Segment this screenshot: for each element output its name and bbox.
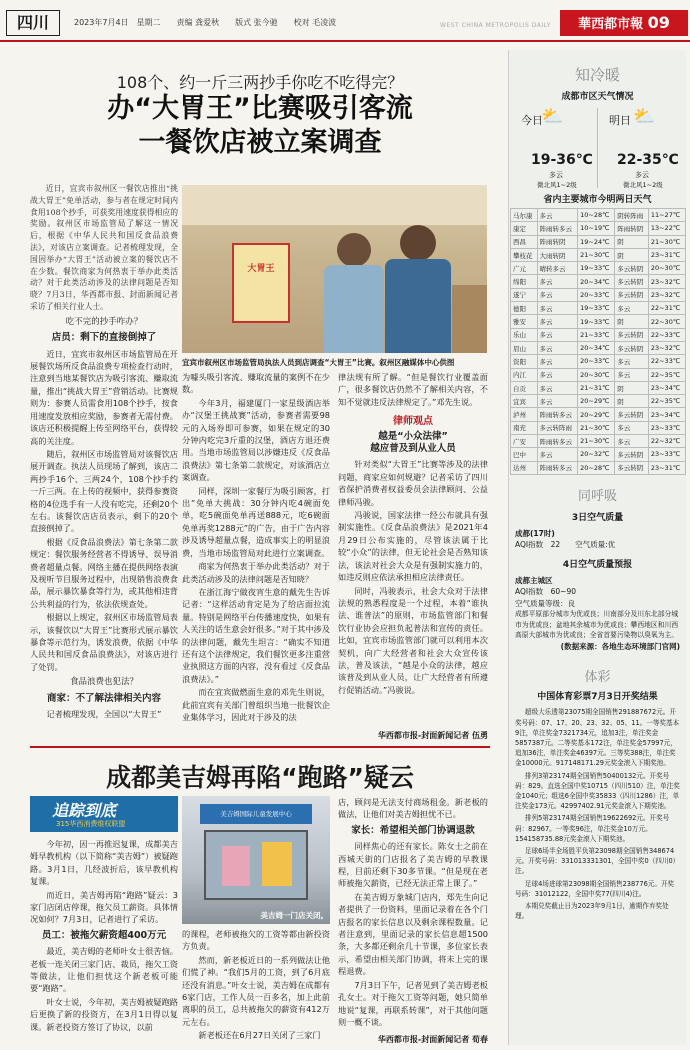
- lottery-results: [509, 707, 686, 921]
- paragraph: 同时，冯骏表示，社会大众对于法律法规的熟悉程度是一个过程，本着“谁执法、谁普法”的原则，市场监管部门和餐饮行业协会应担负起普法和宣传的责任。比如，宜宾市场监管部门就可以利用本次契机，向广大经营者和社会大众宣传该法，普及该法，“越是小众的法律，越应该普及到从业人员，让广大经营者有所遵行促销活动。”冯骏说。: [338, 585, 488, 695]
- paragraph: 针对类似“大胃王”比赛等涉及的法律问题，商家应如何规避？记者采访了四川省保护消费者权益委员会法律顾问、公益律师冯骏。: [338, 459, 488, 507]
- today-desc: 多云: [549, 171, 563, 179]
- table-cell: 19~33℃: [578, 302, 615, 315]
- lottery-item: 超级大乐透第23075期全国销售291887672元。开奖号码：07、17、20、23、32、05、11。一等奖基本9注，单注奖金7321734元，追加3注，单注奖金5857387元。二等奖基本172注，单注奖金57997元，追加36注，单注奖金46397元。三等奖388注，单注奖金10000元。917148171.29元奖金滚入下期奖池。: [515, 708, 680, 768]
- table-cell: 22~31℃: [648, 302, 685, 315]
- table-cell: 多云: [615, 421, 649, 434]
- table-cell: 宜宾: [511, 395, 538, 408]
- table-cell: 阴: [615, 235, 649, 248]
- table-cell: 20~29℃: [578, 408, 615, 421]
- table-cell: 19~33℃: [578, 315, 615, 328]
- story2-column-3: [338, 796, 488, 1034]
- air-aqi: AQI指数 22 空气质量:优: [515, 540, 616, 550]
- paragraph: 今年初，因一再推迟复课，成都美吉姆早教机构（以下简称“美吉姆”）被疑跑路。3月1日，几经波折后，该早教机构复课。: [30, 839, 178, 887]
- table-cell: 多云: [615, 368, 649, 381]
- table-cell: 20~28℃: [578, 461, 615, 474]
- table-cell: 21~30℃: [578, 248, 615, 261]
- story1-photo-caption: 宜宾市叙州区市场监管局执法人员到店调查“大胃王”比赛。叙州区融媒体中心供图: [182, 358, 455, 367]
- story2-headline: 成都美吉姆再陷“跑路”疑云: [106, 763, 414, 792]
- table-cell: 多云: [537, 395, 578, 408]
- paragraph: 而近日，美吉姆再陷“跑路”疑云：3家门店闭店停课，拖欠员工薪资。具体情况如何？7月3日，记者进行了采访。: [30, 889, 178, 925]
- story1-kicker: 108个、约一斤三两抄手你吃不吃得完？: [116, 73, 404, 92]
- table-cell: 20~33℃: [578, 355, 615, 368]
- table-cell: 阴: [615, 395, 649, 408]
- forecast-text: 成都平原部分城市为优或良；川南部分及川东北部分城市为优或良；盆地其余城市为优或良；攀西地区和川西高原大部城市为优或良；全省首要污染物以臭氧为主。: [515, 610, 679, 640]
- table-cell: 多云: [537, 315, 578, 328]
- section-label: 四川: [6, 10, 60, 36]
- today-label: 今日: [521, 114, 543, 127]
- paragraph: 近日，宜宾市叙州区市场监管局在开展餐饮场所反食品浪费专项检查行动时，注意到当地某餐饮店为吸引客流、赚取流量，推出“挑战大胃王”营销活动。比赛规则为：参赛人员需食用108个抄手，按食用速度发放相应奖励，参赛者无需付费。该店还积极提醒上传至网络平台，获得较高的关注度。: [30, 348, 178, 446]
- forecast-area: 成都主城区: [515, 575, 553, 585]
- paragraph: 7月3日下午，记者见到了美吉姆老板孔女士。对于拖欠工资等问题，她只简单地说“复课，再联系转课”，对于其他问题则一概不谈。: [338, 979, 488, 1027]
- table-cell: 11~27℃: [648, 209, 685, 222]
- table-cell: 23~32℃: [648, 341, 685, 354]
- table-cell: 21~31℃: [578, 381, 615, 394]
- table-cell: 阵雨转多云: [537, 408, 578, 421]
- table-row: [511, 328, 686, 341]
- cloud-sun-icon: ⛅: [541, 106, 564, 127]
- story1-photo: [182, 185, 487, 353]
- table-cell: 多云: [615, 302, 649, 315]
- story1-lead: 近日，宜宾市叙州区一餐饮店推出“挑战大胃王”免单活动，参与者在规定时间内食用108个抄手，可获奖用速度获得相应的奖励。叙州区市场监管局了解这一情况后，根据《中华人民共和国反食品浪费法》，对该店立案调查。记者梳理发现，全国因举办“大胃王”活动被立案的餐饮店不在少数。餐饮商家为何热衷于举办此类活动？对于此类活动涉及的法律问题是否知晓？7月3日，华西都市报、封面新闻记者采访了相关行业人士。: [30, 184, 178, 311]
- paper-logo: 華西都市報 09: [560, 10, 688, 36]
- paragraph: 商家为何热衷于举办此类活动？对于此类活动涉及的法律问题是否知晓？: [182, 561, 330, 584]
- paragraph: 同样，深圳一家餐厅为吸引顾客，打出“免单大挑战：30分钟内吃4碗面免单，吃5碗面免单再送888元，吃6碗面免单再奖1288元”的广告，由于广告内容涉及诱导超量点餐，造成事实上的明显浪费，当地市场监管局对此进行立案调查。: [182, 485, 330, 558]
- table-cell: 10~19℃: [578, 222, 615, 235]
- paragraph: 随后，叙州区市场监管局对该餐饮店展开调查。执法人员现场了解到，该店二两抄手16个、三两24个，108个抄手约一斤三两。在上传的视频中，获得参赛资格的4位选手有一人没有吃完，还剩20个左右。该餐饮店店员表示，剩下的20个直接倒掉了。: [30, 448, 178, 534]
- table-cell: 巴中: [511, 448, 538, 461]
- table-cell: 绵阳: [511, 275, 538, 288]
- paragraph: 店，顾问是无法支付商场租金。新老板的做法，让他们对美吉姆担忧不已。: [338, 797, 488, 820]
- table-cell: 多云转阵雨: [537, 421, 578, 434]
- table-cell: 多云: [537, 275, 578, 288]
- table-cell: 20~30℃: [578, 368, 615, 381]
- story2-photo: [182, 796, 330, 924]
- table-row: [511, 355, 686, 368]
- officer-figure: [385, 259, 451, 353]
- table-cell: 多云: [537, 341, 578, 354]
- table-cell: 遂宁: [511, 288, 538, 301]
- story1-column-2: [182, 371, 330, 731]
- table-cell: 多云转阴: [615, 341, 649, 354]
- table-cell: 广元: [511, 262, 538, 275]
- today-temp: 19-36℃: [531, 152, 593, 168]
- forecast-title: 4日空气质量预报: [562, 559, 633, 570]
- table-cell: 多云: [537, 328, 578, 341]
- table-cell: 康定: [511, 222, 538, 235]
- table-cell: 多云: [615, 435, 649, 448]
- lawyer-subhead-2: 越应普及到从业人员: [370, 443, 456, 455]
- lottery-title: 中国体育彩票7月3日开奖结果: [537, 692, 658, 703]
- table-cell: 21~33℃: [578, 328, 615, 341]
- table-cell: 19~24℃: [578, 235, 615, 248]
- officer-figure: [324, 265, 384, 353]
- table-cell: 13~22℃: [648, 222, 685, 235]
- table-cell: 阴转阵雨: [615, 209, 649, 222]
- contest-poster: 大胃王: [232, 243, 290, 323]
- table-cell: 多云转阴: [615, 408, 649, 421]
- table-cell: 20~34℃: [578, 275, 615, 288]
- tomorrow-label: 明日: [609, 114, 631, 127]
- tomorrow-desc: 多云: [635, 171, 649, 179]
- table-cell: 广安: [511, 435, 538, 448]
- paragraph: 然而，新老板近日的一系列做法让他们慌了神。“我们5月的工资，到了6月底还没有消息。”叶女士说，美吉姆在成都有6家门店，工作人员一百多名，加上此前离职的员工，总共被拖欠的薪资有412万元左右。: [182, 954, 330, 1027]
- page-number: 09: [647, 13, 670, 32]
- table-cell: 阵雨转多云: [537, 435, 578, 448]
- table-cell: 阵雨转阴: [537, 235, 578, 248]
- table-cell: 多云转阴: [615, 262, 649, 275]
- table-cell: 自贡: [511, 381, 538, 394]
- table-cell: 10~28℃: [578, 209, 615, 222]
- table-cell: 21~30℃: [578, 421, 615, 434]
- table-row: [511, 448, 686, 461]
- paragraph: 新老板还在6月27日关闭了三家门: [198, 1030, 321, 1041]
- paragraph: 根据《反食品浪费法》第七条第二款规定：餐饮服务经营者不得诱导、误导消费者超量点餐。网络主播在提供网络表演及视听节目服务过程中，出现销售浪费食品，展示暴饮暴食等行为，或其他相违背公共利益的行为，依法依规查处。: [30, 536, 178, 609]
- table-cell: 多云: [537, 355, 578, 368]
- table-cell: 多云: [615, 355, 649, 368]
- story2-photo-caption: 美吉姆一门店关闭。: [260, 911, 328, 920]
- table-cell: 多云转阴: [615, 275, 649, 288]
- subhead-question-2: 食品浪费也犯法？: [69, 677, 138, 688]
- table-row: [511, 395, 686, 408]
- subhead-1: 店员：剩下的直接倒掉了: [51, 332, 157, 344]
- paper-english-name: WEST CHINA METROPOLIS DAILY: [440, 22, 551, 29]
- table-cell: 雅安: [511, 315, 538, 328]
- table-cell: 泸州: [511, 408, 538, 421]
- table-row: [511, 222, 686, 235]
- weather-today-tomorrow: [509, 106, 686, 190]
- city-table-title: 省内主要城市今明两日天气: [543, 195, 652, 205]
- table-cell: 23~31℃: [648, 248, 685, 261]
- paragraph: 最近，美吉姆的老师叶女士很苦恼。老板一连关闭三家门店、裁员，拖欠工资等做法，让他们担忧这个新老板可能要“跑路”。: [30, 946, 178, 994]
- table-cell: 阴: [615, 315, 649, 328]
- table-cell: 多云: [537, 381, 578, 394]
- city-weather-table: [510, 208, 686, 475]
- table-cell: 多云: [537, 288, 578, 301]
- table-cell: 23~33℃: [648, 448, 685, 461]
- lottery-item: 足球4场进球第23098期全国销售238776元。开奖号码：31012122，全国中奖77(四川4)注。: [515, 879, 675, 898]
- forecast-source: (数据来源：各地生态环境部门官网): [560, 641, 680, 651]
- table-row: [511, 408, 686, 421]
- table-cell: 阵雨转多云: [537, 461, 578, 474]
- table-cell: 西昌: [511, 235, 538, 248]
- forecast-level: 空气质量等级：良: [515, 598, 575, 608]
- paragraph: 叶女士说，今年初，美吉姆被疑跑路后更换了新的投资方，在3月1日得以复课。新老投资方签订了协议，以前: [30, 996, 178, 1032]
- forecast-aqi: AQI指数 60~90: [515, 587, 576, 597]
- table-cell: 22~33℃: [648, 355, 685, 368]
- lawyer-subhead-1: 越是“小众法律”: [378, 430, 448, 442]
- table-row: [511, 421, 686, 434]
- cloud-sun-icon: ⛅: [633, 106, 656, 127]
- today-wind: 微北风1~2级: [537, 181, 577, 189]
- table-cell: 20~34℃: [578, 341, 615, 354]
- subhead: 家长：希望相关部门协调退款: [351, 824, 475, 836]
- table-cell: 德阳: [511, 302, 538, 315]
- story1-byline: 华西都市报-封面新闻记者 伍勇: [377, 731, 488, 740]
- table-row: [511, 461, 686, 474]
- table-cell: 多云转阴: [615, 328, 649, 341]
- paragraph: 今年3月，福建厦门一家星级酒店举办“汉堡王挑战赛”活动，参赛者需要98元的入场券即可参赛，如果在规定的30分钟内吃完3斤重的汉堡，酒店方退还费用。当地市场监管局以涉嫌违反《反食品浪费法》第七条第二款规定，对该酒店立案调查。: [182, 397, 330, 483]
- table-cell: 马尔康: [511, 209, 538, 222]
- paragraph: 的课程，老师被拖欠的工资等都由新投资方负责。: [182, 929, 330, 952]
- table-cell: 达州: [511, 461, 538, 474]
- paragraph: 律法规有所了解。“但是餐饮行业覆盖面广，很多餐饮店仍然不了解相关内容，不知不觉就违反法律规定了。”邓先生说。: [338, 372, 488, 407]
- table-cell: 22~32℃: [648, 435, 685, 448]
- lottery-item: 本期兑奖截止日为2023年9月1日，逾期作弃奖处理。: [515, 902, 669, 921]
- sidebar: [508, 50, 686, 1045]
- table-row: [511, 288, 686, 301]
- lottery-header: 体彩: [584, 670, 611, 686]
- shop-sign: 美吉姆国际儿童发展中心: [200, 804, 312, 824]
- table-cell: 乐山: [511, 328, 538, 341]
- table-cell: 23~32℃: [648, 288, 685, 301]
- lawyer-tag: 律师观点: [393, 416, 433, 428]
- air-header: 同呼吸: [577, 488, 617, 504]
- divider: [30, 746, 490, 748]
- lottery-item: 排列5第23174期全国销售19622692元。开奖号码：82967。一等奖96注，单注奖金10万元。154158735.88元奖金滚入下期奖池。: [515, 814, 670, 843]
- air-city: 成都(17时): [515, 528, 555, 538]
- table-row: [511, 209, 686, 222]
- story1-headline: 办“大胃王”比赛吸引客流 一餐饮店被立案调查: [107, 93, 413, 158]
- paragraph: 在美吉姆万象城门店内，郑先生向记者提供了一份资料，里面记录着在各个门店报名的家长信息以及剩余课程数量。记者注意到，里面记录的家长信息超1500条，大多都还剩余几十节课，多位家长表示，希望由相关部门协调，将未上完的课程退费。: [338, 891, 488, 977]
- table-row: [511, 341, 686, 354]
- table-cell: 20~33℃: [578, 288, 615, 301]
- table-cell: 阵雨转多云: [537, 222, 578, 235]
- table-cell: 22~35℃: [648, 368, 685, 381]
- table-cell: 眉山: [511, 341, 538, 354]
- weather-header: 知冷暖: [574, 66, 620, 84]
- table-cell: 多云转阴: [615, 288, 649, 301]
- weather-city-title: 成都市区天气情况: [561, 92, 634, 102]
- table-cell: 19~33℃: [578, 262, 615, 275]
- table-cell: 多云: [537, 209, 578, 222]
- table-cell: 22~33℃: [648, 328, 685, 341]
- table-row: [511, 315, 686, 328]
- table-cell: 大雨转阴: [537, 248, 578, 261]
- table-cell: 资阳: [511, 355, 538, 368]
- lottery-item: 排列3第23174期全国销售50400132元。开奖号码：829。直选全国中奖10715（四川510）注，单注奖金1040元；组选6全国中奖35833（四川1286）注，单注奖金173元。42997402.91元奖金滚入下期奖池。: [515, 771, 680, 811]
- paragraph: 而在宜宾做燃面生意的邓先生则说，此前宜宾有关部门曾组织当地一批餐饮企业集体学习，因此对于涉及的法: [182, 687, 330, 722]
- paragraph: 为噱头吸引客流、赚取流量的案例不在少数。: [182, 372, 330, 395]
- table-cell: 阴: [615, 381, 649, 394]
- story2-column-2: [182, 928, 330, 1048]
- table-row: [511, 302, 686, 315]
- story1-column-1: [30, 183, 178, 748]
- table-cell: 南充: [511, 421, 538, 434]
- table-cell: 23~34℃: [648, 408, 685, 421]
- table-cell: 21~30℃: [578, 435, 615, 448]
- table-row: [511, 435, 686, 448]
- paragraph: 根据以上规定，叙州区市场监管局表示，该餐饮以“大胃王”比赛形式展示暴饮暴食等示范行为，诱发浪费，依据《中华人民共和国反食品浪费法》，对该店进行了处罚。: [30, 612, 178, 672]
- air-title: 3日空气质量: [571, 512, 624, 523]
- subhead: 员工：被拖欠薪资超400万元: [41, 929, 167, 941]
- column-logo-badge: 追踪到底 315华西消费维权联盟: [30, 796, 178, 832]
- table-row: [511, 275, 686, 288]
- table-cell: 23~32℃: [648, 275, 685, 288]
- table-row: [511, 262, 686, 275]
- table-cell: 20~32℃: [578, 448, 615, 461]
- table-row: [511, 381, 686, 394]
- table-cell: 多云: [537, 448, 578, 461]
- table-cell: 晴转多云: [537, 262, 578, 275]
- table-row: [511, 248, 686, 261]
- subhead-2: 商家：不了解法律相关内容: [46, 692, 161, 704]
- table-cell: 22~35℃: [648, 395, 685, 408]
- table-row: [511, 368, 686, 381]
- paragraph: 同样焦心的还有家长。陈女士之前在西城天街的门店报名了美吉姆的早教课程，目前还剩下30多节课。“但是现在老师被拖欠薪资，已经无法正常上课了。”: [338, 841, 488, 889]
- table-row: [511, 235, 686, 248]
- table-cell: 21~30℃: [648, 235, 685, 248]
- subhead-question-1: 吃不完的抄手咋办？: [65, 316, 143, 327]
- story1-column-3: [338, 371, 488, 743]
- table-cell: 多云转阴: [615, 448, 649, 461]
- tomorrow-wind: 微北风1~2级: [623, 181, 663, 189]
- table-cell: 23~34℃: [648, 381, 685, 394]
- issue-meta: 2023年7月4日 星期二 责编 龚爱秋 版式 张今驰 校对 毛凌波: [74, 18, 337, 27]
- paragraph: 冯骏说，国家法律一经公布就具有强制实施性。《反食品浪费法》是2021年4月29日公布实施的，尽管该法属于比较“小众”的法律，但无论社会是否熟知该法，该法对社会大众是有强制实施力的，如违反则应依法承担相应法律责任。: [338, 510, 488, 583]
- story2-byline: 华西都市报-封面新闻记者 荀春: [377, 1035, 488, 1044]
- lottery-item: 足球6场半全场胜平负第23098期全国销售348674元。开奖号码：331013331301，全国中奖0（四川0）注。: [515, 847, 680, 876]
- table-cell: 多云: [537, 302, 578, 315]
- paragraph: 在浙江海宁做夜宵生意的戴先生告诉记者：“这样活动肯定是为了给店面拉流量。特别是网络平台传播速度快，如果有人关注的话生意会好很多。”对于其中涉及的法律问题，戴先生坦言：“确实不知道还有这个法律规定，我们餐饮更多注重营业执照这方面的内容，没有看过《反食品浪费法》。”: [182, 586, 330, 684]
- paragraph: 记者梳理发现，全国以“大胃王”: [46, 709, 162, 720]
- table-cell: 攀枝花: [511, 248, 538, 261]
- table-cell: 多云: [537, 368, 578, 381]
- table-cell: 23~31℃: [648, 461, 685, 474]
- story2-column-1: [30, 838, 178, 1048]
- table-cell: 阴: [615, 248, 649, 261]
- table-cell: 20~30℃: [648, 262, 685, 275]
- table-cell: 23~33℃: [648, 421, 685, 434]
- table-cell: 22~30℃: [648, 315, 685, 328]
- page-header: [0, 0, 690, 42]
- tomorrow-temp: 22-35℃: [617, 152, 679, 168]
- table-cell: 阵雨转阴: [615, 222, 649, 235]
- table-cell: 内江: [511, 368, 538, 381]
- table-cell: 多云转阴: [615, 461, 649, 474]
- table-cell: 20~29℃: [578, 395, 615, 408]
